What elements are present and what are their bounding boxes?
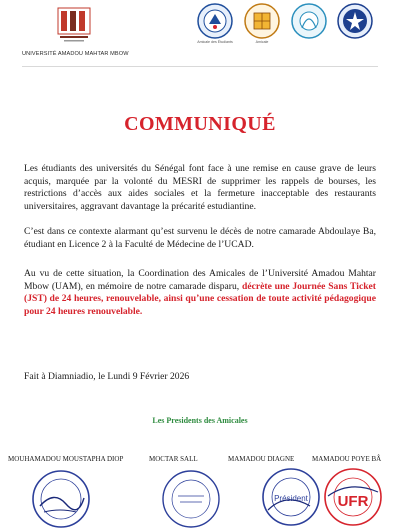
stamp-2 xyxy=(160,468,222,530)
university-logo xyxy=(44,6,104,46)
signatories-heading: Les Presidents des Amicales xyxy=(152,416,248,425)
paragraph-2: C’est dans ce contexte alarmant qu’est survenu le décès de notre camarade Abdoulaye Ba, étudiant en Licence 2 à la Faculté de Médecine de l’UCAD. xyxy=(24,226,376,250)
amicale-logo-4 xyxy=(336,2,374,40)
paragraph-1: Les étudiants des universités du Sénégal font face à une remise en cause grave de leurs acquis, marquée par la volonté du MESRI de supprimer les rappels de bourses, les restrictions d’accès aux aides sociales et la fermeture inacceptable des restaurants universitaires, aggravant davantage la précarité estudiantine. xyxy=(24,163,376,212)
signatory-name-1: MOUHAMADOU MOUSTAPHA DIOP xyxy=(8,455,124,463)
svg-text:Président: Président xyxy=(274,494,308,503)
paragraph-3-decree: décrète une Journée Sans Ticket (JST) de 24 heures, renouvelable, ainsi qu’une cessation de toute activité pédagogique pour 24 heures renouvelable. xyxy=(24,280,376,317)
header-divider xyxy=(22,66,378,67)
amicale-logo-2-caption: Amicale xyxy=(255,40,269,44)
stamp-1 xyxy=(30,468,92,530)
svg-text:UFR: UFR xyxy=(337,493,369,510)
signatory-name-2: MOCTAR SALL xyxy=(149,455,198,463)
university-name: UNIVERSITÉ AMADOU MAHTAR MBOW xyxy=(22,51,129,57)
amicale-logo-3 xyxy=(290,2,328,40)
signatory-name-3: MAMADOU DIAGNE xyxy=(228,455,295,463)
amicale-logo-1 xyxy=(196,2,234,40)
date-line: Fait à Diamniadio, le Lundi 9 Février 2026 xyxy=(24,371,190,382)
paragraph-3 xyxy=(24,268,376,318)
amicale-logo-2 xyxy=(243,2,281,40)
stamp-3 xyxy=(260,466,322,528)
signatory-name-4: MAMADOU POYE BÂ xyxy=(312,455,382,463)
amicale-logo-1-caption: Amicale des Étudiants xyxy=(197,40,233,44)
page-title: COMMUNIQUÉ xyxy=(124,113,276,135)
stamp-4 xyxy=(322,466,384,528)
paragraph-3-text: Au vu de cette situation, la Coordination des Amicales de l’Université Amadou Mahtar Mbow (UAM), en mémoire de notre camarade disparu, xyxy=(24,268,376,292)
